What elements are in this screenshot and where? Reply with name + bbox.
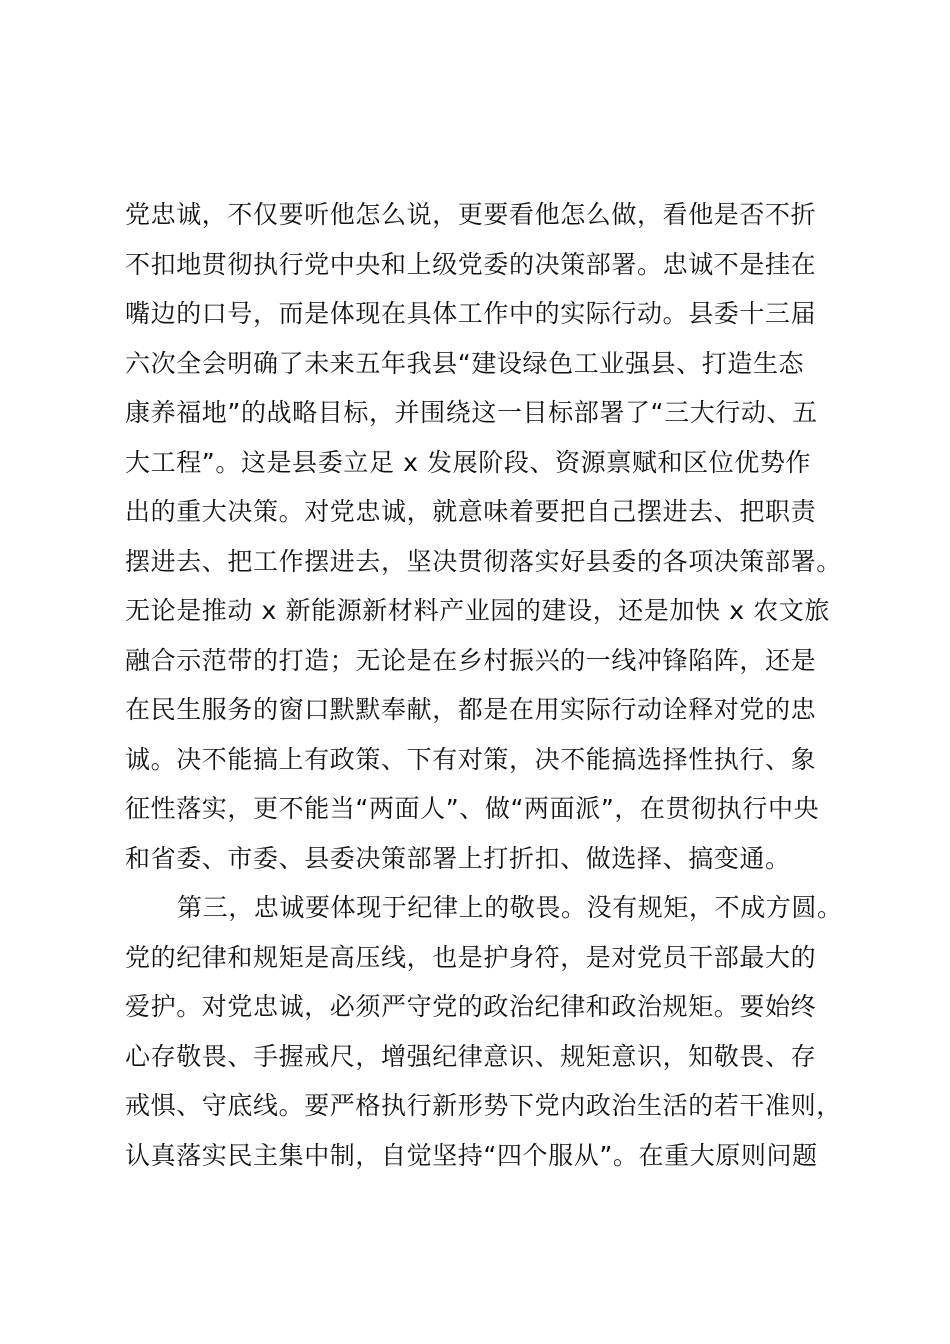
text-line: 党忠诚，不仅要听他怎么说，更要看他怎么做，看他是否不折: [125, 200, 817, 229]
text-line: 认真落实民主集中制，自觉坚持“四个服从”。在重大原则问题: [125, 1140, 818, 1170]
text-line: 嘴边的口号，而是体现在具体工作中的实际行动。县委十三届: [125, 299, 817, 328]
text-line: 康养福地”的战略目标，并围绕这一目标部署了“三大行动、五: [125, 398, 818, 427]
text-line: 党的纪律和规矩是高压线，也是护身符，是对党员干部最大的: [125, 942, 817, 972]
text-line: 和省委、市委、县委决策部署上打折扣、做选择、搞变通。: [125, 843, 791, 873]
body-text: [125, 190, 845, 1180]
text-line: 在民生服务的窗口默默奉献，都是在用实际行动诠释对党的忠: [125, 695, 817, 724]
text-line: 戒惧、守底线。要严格执行新形势下党内政治生活的若干准则，: [125, 1091, 842, 1120]
text-line: 出的重大决策。对党忠诚，就意味着要把自己摆进去、把职责: [125, 497, 817, 526]
text-line: 心存敬畏、手握戒尺，增强纪律意识、规矩意识，知敬畏、存: [125, 1041, 817, 1071]
paragraph-start-line: 第三，忠诚要体现于纪律上的敬畏。没有规矩，不成方圆。: [177, 893, 843, 922]
text-line: 融合示范带的打造；无论是在乡村振兴的一线冲锋陷阵，还是: [125, 645, 817, 675]
text-line: 诚。决不能搞上有政策、下有对策，决不能搞选择性执行、象: [125, 744, 817, 774]
text-line: 不扣地贯彻执行党中央和上级党委的决策部署。忠诚不是挂在: [125, 249, 817, 279]
text-line: 六次全会明确了未来五年我县“建设绿色工业强县、打造生态: [125, 348, 805, 378]
text-line: 摆进去、把工作摆进去，坚决贯彻落实好县委的各项决策部署。: [125, 546, 842, 576]
text-line: 无论是推动 x 新能源新材料产业园的建设，还是加快 x 农文旅: [125, 596, 830, 625]
text-line: 征性落实，更不能当“两面人”、做“两面派”，在贯彻执行中央: [125, 794, 820, 823]
text-line: 大工程”。这是县委立足 x 发展阶段、资源禀赋和区位优势作: [125, 447, 812, 477]
text-line: 爱护。对党忠诚，必须严守党的政治纪律和政治规矩。要始终: [125, 992, 817, 1021]
